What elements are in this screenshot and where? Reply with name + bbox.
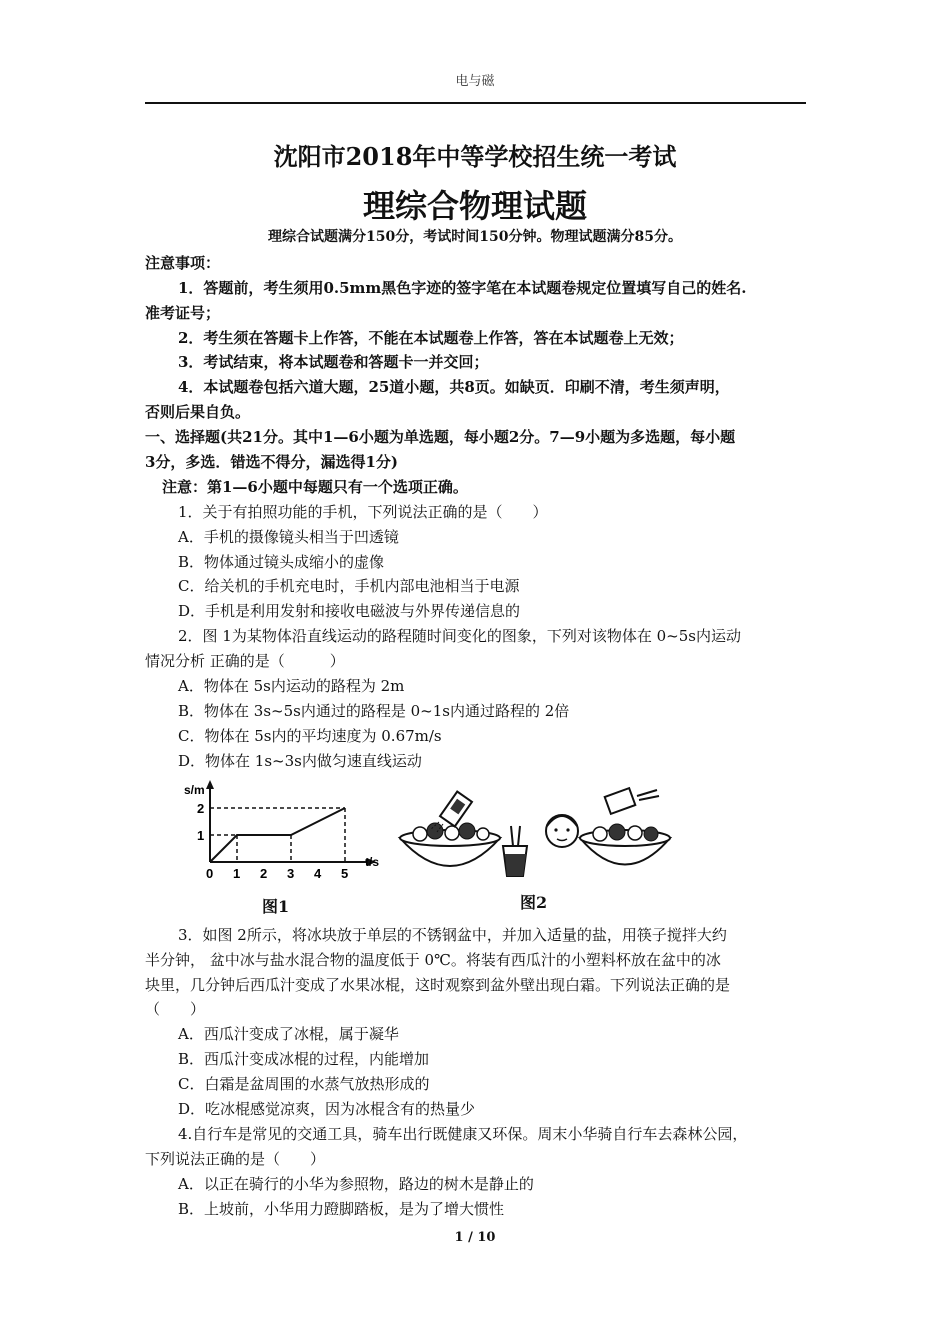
q3-stem-b: 半分钟， 盆中冰与盐水混合物的温度低于 0℃。将装有西瓜汁的小塑料杯放在盆中的冰 [145,951,721,969]
section1-note: 注意：第1—6小题中每题只有一个选项正确。 [162,478,468,496]
x-tick-label: 3 [287,866,295,881]
y-axis-label: s/m [184,783,205,797]
y-tick-label: 1 [197,828,205,843]
x-tick-label: 4 [314,866,322,881]
q4-option-a: A．以正在骑行的小华为参照物，路边的树木是静止的 [178,1175,534,1193]
page-header: 电与磁 [455,74,495,89]
q2-option-d: D．物体在 1s~3s内做匀速直线运动 [178,752,422,770]
notice-item-2: 2．考生须在答题卡上作答，不能在本试题卷上作答，答在本试题卷上无效； [178,329,684,347]
figure1-graph [180,776,380,886]
cup-icon [503,826,527,876]
score-info: 理综合试题满分150分，考试时间150分钟。物理试题满分85分。 [268,229,682,245]
q4-stem-a: 4.自行车是常见的交通工具，骑车出行既健康又环保。周末小华骑自行车去森林公园， [178,1125,748,1143]
q3-stem-d: （ ） [145,1000,206,1018]
q2-option-a: A．物体在 5s内运动的路程为 2m [178,677,405,695]
notice-item-3: 3．考试结束，将本试题卷和答题卡一并交回； [178,353,489,371]
x-tick-label: 5 [341,866,349,881]
q1-option-d: D．手机是利用发射和接收电磁波与外界传递信息的 [178,602,521,620]
notice-item-1a: 1．答题前，考生须用0.5mm黑色字迹的签字笔在本试题卷规定位置填写自己的姓名. [178,279,747,297]
exam-title: 沈阳市2018年中等学校招生统一考试 [273,142,677,171]
q1-option-a: A．手机的摄像镜头相当于凹透镜 [178,528,399,546]
q3-option-a: A．西瓜汁变成了冰棍，属于凝华 [178,1025,399,1043]
x-tick-label: 0 [206,866,214,881]
q3-stem-c: 块里，几分钟后西瓜汁变成了水果冰棍，这时观察到盆外壁出现白霜。下列说法正确的是 [145,976,731,994]
series-line [210,808,345,862]
header-rule [145,102,806,104]
bowl-right-icon [580,788,670,864]
page-number: 1 / 10 [454,1230,496,1245]
figure2-illustration [395,776,675,886]
q4-stem-b: 下列说法正确的是（ ） [145,1150,326,1168]
section1-heading-a: 一、选择题(共21分。其中1—6小题为单选题，每小题2分。7—9小题为多选题，每小题 [145,428,736,446]
figures-row [180,776,660,916]
notice-heading: 注意事项： [145,254,221,272]
q1-stem: 1．关于有拍照功能的手机，下列说法正确的是（ ） [178,503,548,521]
q4-option-b: B．上坡前，小华用力蹬脚踏板，是为了增大惯性 [178,1200,505,1218]
x-axis-label: t/s [365,855,380,869]
q2-option-b: B．物体在 3s~5s内通过的路程是 0~1s内通过路程的 2倍 [178,702,570,720]
notice-item-4b: 否则后果自负。 [145,403,251,421]
figure1-caption: 图1 [262,897,290,916]
section1-heading-b: 3分，多选．错选不得分，漏选得1分) [145,453,398,471]
q1-option-c: C．给关机的手机充电时，手机内部电池相当于电源 [178,577,520,595]
q3-stem-a: 3．如图 2所示，将冰块放于单层的不锈钢盆中，并加入适量的盐，用筷子搅拌大约 [178,926,727,944]
child-face-icon [546,815,578,847]
exam-subtitle: 理综合物理试题 [362,187,587,225]
x-tick-label: 2 [260,866,268,881]
y-axis-arrow [206,780,214,789]
q3-option-c: C．白霜是盆周围的水蒸气放热形成的 [178,1075,430,1093]
notice-item-1b: 准考证号； [145,304,221,322]
notice-item-4a: 4．本试题卷包括六道大题，25道小题，共8页。如缺页．印刷不清，考生须声明， [178,378,730,396]
q1-option-b: B．物体通过镜头成缩小的虚像 [178,553,385,571]
q2-option-c: C．物体在 5s内的平均速度为 0.67m/s [178,727,442,745]
x-tick-label: 1 [233,866,241,881]
q3-option-d: D．吃冰棍感觉凉爽，因为冰棍含有的热量少 [178,1100,476,1118]
figure2-caption: 图2 [520,893,548,912]
bowl-left-icon [400,823,500,866]
y-tick-label: 2 [197,801,205,816]
q2-stem-b: 情况分析 正确的是（ ） [145,652,345,670]
q2-stem-a: 2．图 1为某物体沿直线运动的路程随时间变化的图象，下列对该物体在 0~5s内运动 [178,627,741,645]
q3-option-b: B．西瓜汁变成冰棍的过程，内能增加 [178,1050,430,1068]
